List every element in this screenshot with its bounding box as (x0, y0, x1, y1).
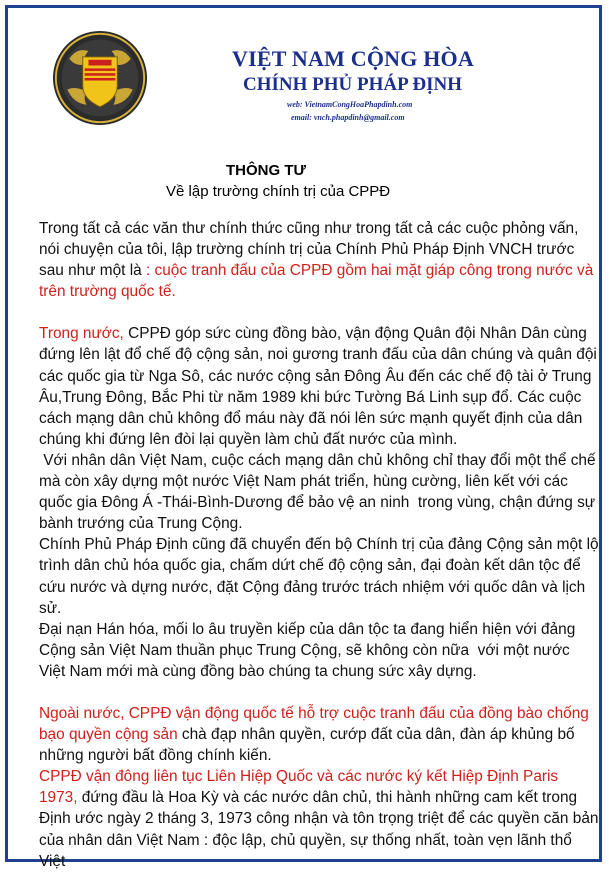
highlighted-text: : cuộc tranh đấu của CPPĐ gồm hai mặt giáp công trong nước và trên trường quốc tế. (39, 262, 598, 301)
paragraph-text: đứng đầu là Hoa Kỳ và các nước dân chủ, thi hành những cam kết trong Định ước ngày 2 tháng 3, 1973 công nhận và tôn trọng triệt để các quyền căn bản của nhân dân Việt Nam : độc lập, chủ quyền, sự thống nhất, toàn vẹn lãnh thổ Việt (39, 789, 603, 870)
paragraph-gap (39, 302, 599, 323)
body-paragraph (39, 323, 602, 450)
paragraph-text: Chính Phủ Pháp Định cũng đã chuyển đến bộ Chính trị của đảng Cộng sản một lộ trình dân chủ hóa quốc gia, chấm dứt chế độ cộng sản, đại đoàn kết dân tộc để cứu nước và dựng nước, đặt Cộng đảng trước trách nhiệm với quốc dân và lịch sử. (39, 536, 603, 617)
document-title: THÔNG TƯ (226, 162, 306, 179)
paragraph-text: Với nhân dân Việt Nam, cuộc cách mạng dân chủ không chỉ thay đổi một thể chế mà còn xây dựng một nước Việt Nam phát triển, hùng cường, liên kết với các quốc gia Đông Á -Thái-Bình-Dương để bảo vệ an ninh trong vùng, chận đứng sự bành trướng của Trung Cộng. (39, 451, 600, 533)
body-paragraph (39, 534, 603, 618)
body-paragraph (39, 450, 599, 534)
document-body (39, 218, 603, 872)
highlighted-text: CPPĐ vận đông liên tục Liên Hiệp Quốc và các nước ký kết Hiệp Định Paris 1973, (39, 768, 563, 807)
vnch-seal-icon (52, 30, 148, 126)
body-paragraph (39, 218, 599, 302)
header-subtitle: CHÍNH PHỦ PHÁP ĐỊNH (243, 74, 463, 95)
email-text: email: vnch.phapdinh@gmail.com (291, 113, 405, 122)
body-paragraph (39, 703, 599, 766)
body-paragraph (39, 619, 599, 682)
paragraph-gap (39, 682, 599, 703)
paragraph-text: Trong tất cả các văn thư chính thức cũng như trong tất cả các cuộc phỏng vấn, nói chuyện của tôi, lập trường chính trị của Chính Phủ Pháp Định VNCH trước sau như một là (39, 220, 583, 280)
highlighted-text: Ngoài nước, CPPĐ vận động quốc tế hỗ trợ cuộc tranh đấu của đồng bào chống bạo quyền cộng sản (39, 704, 594, 744)
paragraph-text: chà đạp nhân quyền, cướp đất của dân, đàn áp khủng bố những người bất đồng chính kiến. (39, 726, 579, 765)
body-paragraph (39, 766, 603, 871)
document-subtitle: Về lập trường chính trị của CPPĐ (166, 183, 391, 200)
header-title: VIỆT NAM CỘNG HÒA (232, 46, 474, 71)
highlighted-text: Trong nước, (39, 325, 124, 343)
paragraph-text: CPPĐ góp sức cùng đồng bào, vận động Quân đội Nhân Dân cùng đứng lên lật đổ chế độ cộng sản, noi gương tranh đấu của dân chúng và quân đội các quốc gia từ Nga Sô, các nước cộng sản Đông Âu đến các chế độ tài ở Trung Âu,Trung Đông, Bắc Phi từ năm 1989 khi bức Tường Bá Linh sụp đổ. Các cuộc cách mạng dân chủ không đổ máu này đã nói lên sức mạnh quyết định của dân chúng khi đứng lên đòi lại quyền làm chủ đất nước của mình. (39, 325, 602, 448)
website-text: web: VietnamCongHoaPhapdinh.com (287, 100, 413, 109)
paragraph-text: Đại nạn Hán hóa, mối lo âu truyền kiếp của dân tộc ta đang hiển hiện với đảng Cộng sản Việt Nam thuần phục Trung Cộng, sẽ không còn nữa với một nước Việt Nam mới mà cùng đồng bào chúng ta chung sức xây dựng. (39, 620, 580, 680)
